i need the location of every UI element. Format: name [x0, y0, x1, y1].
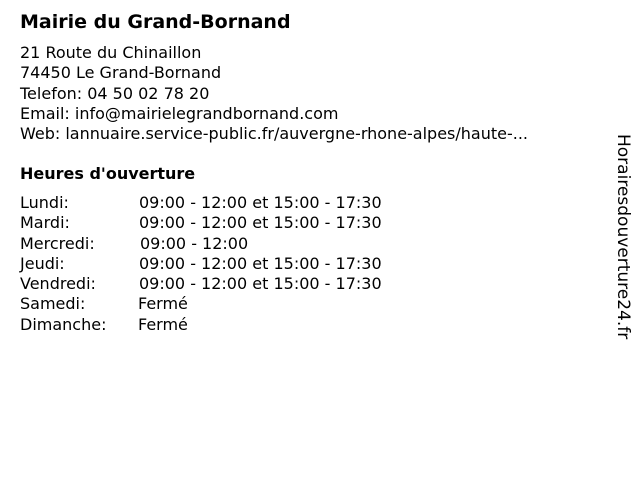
day-label: Samedi: [20, 294, 86, 314]
address-city: 74450 Le Grand-Bornand [20, 63, 222, 83]
hours-row-sunday [20, 315, 440, 335]
address-street: 21 Route du Chinaillon [20, 43, 202, 62]
contact-block [20, 43, 528, 144]
hours-table [20, 193, 440, 335]
site-brand-watermark: Horairesdouverture24.fr [613, 134, 633, 340]
day-label: Mardi: [20, 213, 70, 233]
day-label: Jeudi: [20, 253, 65, 273]
hours-row-monday [20, 193, 440, 213]
day-label: Dimanche: [20, 314, 107, 334]
day-label: Mercredi: [20, 233, 95, 253]
time-value: 09:00 - 12:00 et 15:00 - 17:30 [139, 274, 382, 294]
hours-row-tuesday [20, 213, 440, 233]
time-value: 09:00 - 12:00 et 15:00 - 17:30 [139, 253, 382, 273]
time-value: Fermé [138, 314, 188, 334]
hours-heading: Heures d'ouverture [20, 164, 196, 183]
time-value: Fermé [138, 294, 188, 314]
page-title: Mairie du Grand-Bornand [20, 11, 291, 33]
time-value: 09:00 - 12:00 et 15:00 - 17:30 [139, 193, 382, 212]
web-line: Web: lannuaire.service-public.fr/auvergne-rhone-alpes/haute-... [20, 124, 529, 144]
hours-row-saturday [20, 294, 440, 314]
hours-row-wednesday [20, 234, 440, 254]
time-value: 09:00 - 12:00 [140, 233, 249, 253]
hours-row-friday [20, 274, 440, 294]
time-value: 09:00 - 12:00 et 15:00 - 17:30 [139, 213, 382, 233]
email-line: Email: info@mairielegrandbornand.com [20, 103, 339, 123]
day-label: Lundi: [20, 193, 69, 212]
phone-line: Telefon: 04 50 02 78 20 [20, 83, 210, 103]
day-label: Vendredi: [20, 274, 96, 294]
hours-row-thursday [20, 254, 440, 274]
